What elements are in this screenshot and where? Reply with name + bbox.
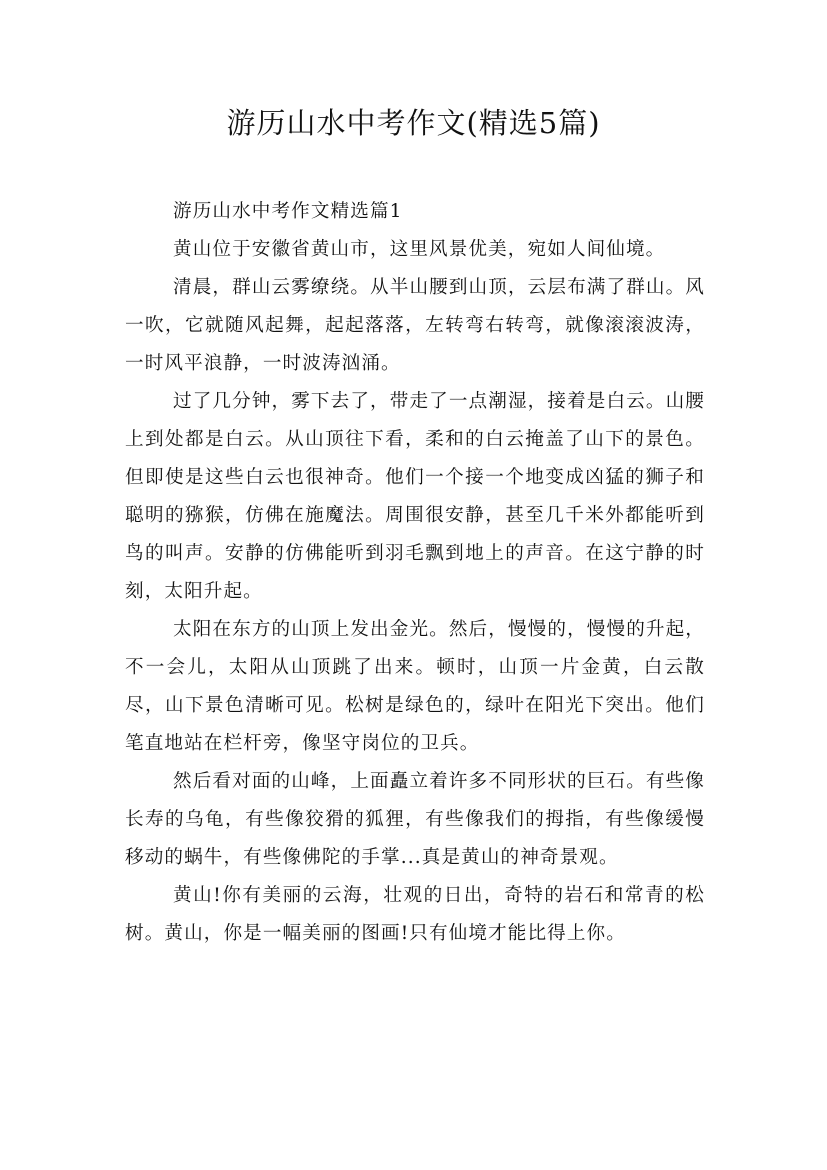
paragraph: 过了几分钟，雾下去了，带走了一点潮湿，接着是白云。山腰上到处都是白云。从山顶往下看，柔和的白云掩盖了山下的景色。但即使是这些白云也很神奇。他们一个接一个地变成凶猛的狮子和聪明的猕猴，仿佛在施魔法。周围很安静，甚至几千米外都能听到鸟的叫声。安静的仿佛能听到羽毛飘到地上的声音。在这宁静的时刻，太阳升起。 [125, 391, 705, 602]
paragraph: 清晨，群山云雾缭绕。从半山腰到山顶，云层布满了群山。风一吹，它就随风起舞，起起落落，左转弯右转弯，就像滚滚波涛，一时风平浪静，一时波涛汹涌。 [125, 277, 705, 374]
section-heading: 游历山水中考作文精选篇1 [173, 201, 403, 222]
paragraph: 黄山!你有美丽的云海，壮观的日出，奇特的岩石和常青的松树。黄山，你是一幅美丽的图画!只有仙境才能比得上你。 [125, 885, 705, 944]
document-title: 游历山水中考作文(精选5篇) [226, 106, 601, 140]
paragraph: 太阳在东方的山顶上发出金光。然后，慢慢的，慢慢的升起，不一会儿，太阳从山顶跳了出来。顿时，山顶一片金黄，白云散尽，山下景色清晰可见。松树是绿色的，绿叶在阳光下突出。他们笔直地站在栏杆旁，像坚守岗位的卫兵。 [125, 619, 705, 754]
paragraph: 然后看对面的山峰，上面矗立着许多不同形状的巨石。有些像长寿的乌龟，有些像狡猾的狐狸，有些像我们的拇指，有些像缓慢移动的蜗牛，有些像佛陀的手掌...真是黄山的神奇景观。 [125, 771, 705, 868]
document-body [125, 193, 705, 953]
paragraph: 黄山位于安徽省黄山市，这里风景优美，宛如人间仙境。 [173, 239, 666, 260]
